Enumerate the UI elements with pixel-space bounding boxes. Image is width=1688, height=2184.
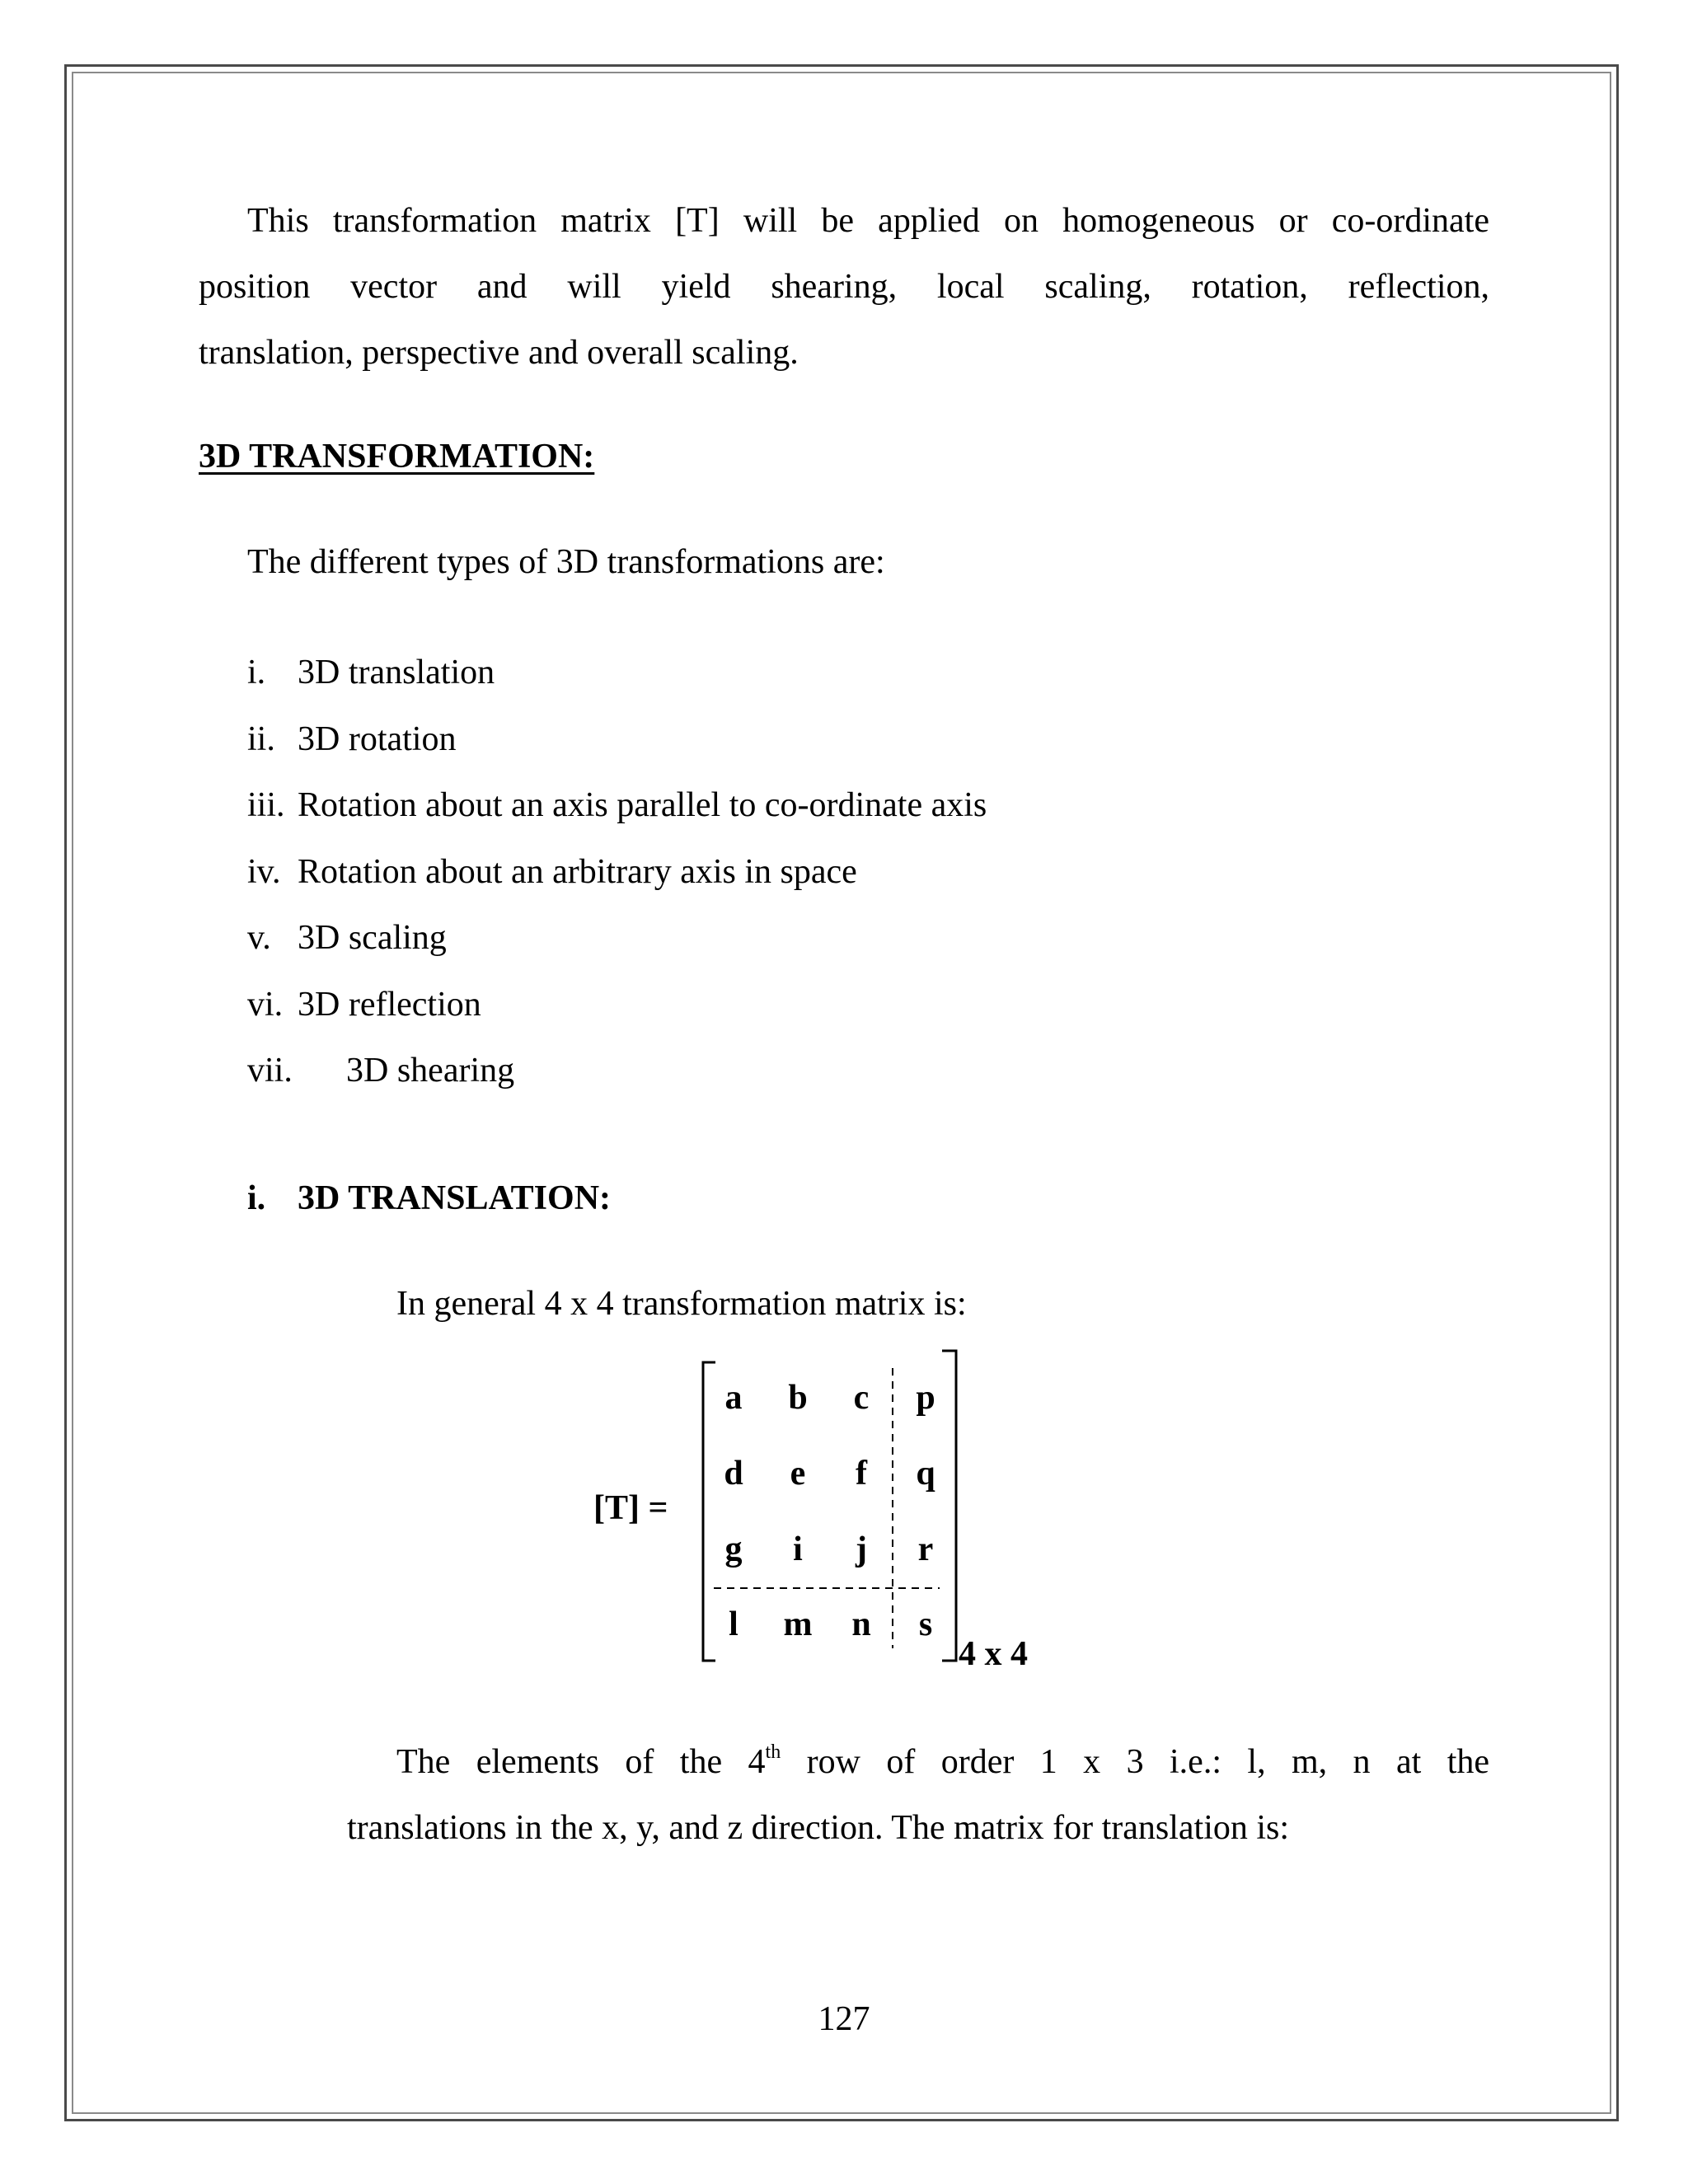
translation-line-1-end: row of order 1 x 3 i.e.: l, m, n at the xyxy=(781,1743,1490,1781)
list-item-text: 3D shearing xyxy=(346,1052,515,1090)
list-item-text: 3D rotation xyxy=(298,719,457,758)
matrix-cell: c xyxy=(853,1379,870,1417)
list-item-number: ii. xyxy=(247,719,275,758)
left-bracket xyxy=(703,1362,715,1661)
matrix-intro: In general 4 x 4 transformation matrix is: xyxy=(396,1285,967,1323)
matrix-cell: f xyxy=(856,1455,867,1493)
intro-line-2: position vector and will yield shearing, local scaling, rotation, reflection, xyxy=(199,268,1489,306)
ordinal-superscript: th xyxy=(765,1741,781,1763)
matrix-cell: b xyxy=(788,1379,808,1417)
matrix-label: [T] = xyxy=(593,1489,668,1527)
translation-paragraph xyxy=(347,1729,1489,1861)
list-item-text: 3D scaling xyxy=(298,919,447,957)
list-item-text: 3D translation xyxy=(298,654,495,691)
section-heading: 3D TRANSFORMATION: xyxy=(199,438,595,476)
page-number: 127 xyxy=(818,2000,870,2038)
list-item-number: vi. xyxy=(247,985,284,1024)
intro-line-1: This transformation matrix [T] will be applied on homogeneous or co-ordinate xyxy=(247,202,1489,240)
matrix-order: 4 x 4 xyxy=(959,1635,1028,1673)
list-item-number: iii. xyxy=(247,786,285,824)
types-intro: The different types of 3D transformations are: xyxy=(247,543,885,581)
matrix-cell: p xyxy=(916,1379,935,1417)
matrix-cell: n xyxy=(851,1605,871,1643)
matrix-cell: e xyxy=(790,1455,806,1493)
list-item-number: iv. xyxy=(247,852,281,891)
matrix-cell: d xyxy=(724,1455,743,1493)
list-item-text: Rotation about an arbitrary axis in space xyxy=(298,852,857,891)
list-item-text: Rotation about an axis parallel to co-ordinate axis xyxy=(298,786,987,824)
subsection-number: i. xyxy=(247,1179,266,1217)
matrix-cell: a xyxy=(724,1379,743,1417)
intro-line-3: translation, perspective and overall scaling. xyxy=(199,334,799,372)
matrix-cell: q xyxy=(916,1455,935,1493)
matrix-cell: m xyxy=(783,1605,813,1643)
matrix-cell: g xyxy=(724,1530,743,1568)
matrix-cell: i xyxy=(793,1530,803,1568)
right-bracket xyxy=(942,1351,956,1661)
matrix-cell: s xyxy=(918,1605,933,1643)
translation-line-1 xyxy=(347,1729,1489,1795)
list-item-number: vii. xyxy=(247,1052,293,1090)
subsection-title: 3D TRANSLATION: xyxy=(298,1179,612,1217)
list-item-text: 3D reflection xyxy=(298,985,481,1024)
translation-line-1-start: The elements of the 4 xyxy=(396,1743,766,1781)
matrix-cell: j xyxy=(856,1530,867,1568)
translation-line-2: translations in the x, y, and z direction. The matrix for translation is: xyxy=(347,1809,1290,1847)
matrix-cell: r xyxy=(917,1530,934,1568)
list-item-number: i. xyxy=(247,654,266,691)
matrix-cell: l xyxy=(729,1605,738,1643)
list-item-number: v. xyxy=(247,919,271,957)
